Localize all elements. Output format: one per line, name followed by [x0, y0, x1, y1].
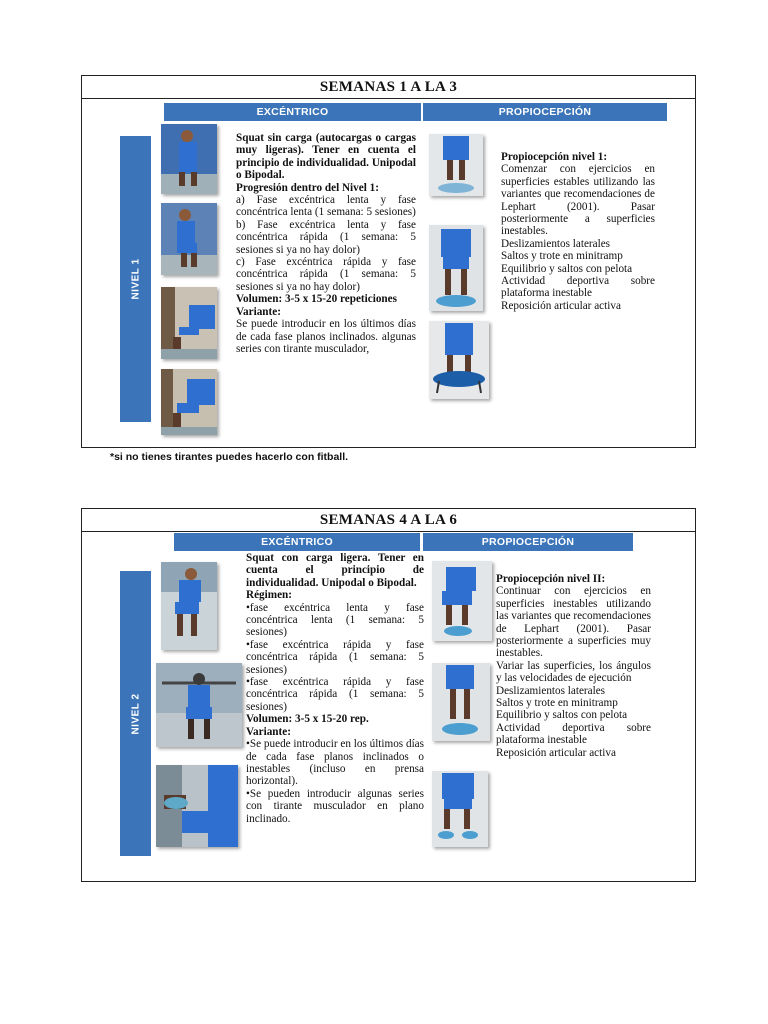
proprioception-line: Continuar con ejercicios en superficies inestables utilizando las variantes que recomendaciones de Lephart (2001). Pasar posteriormente a superficies muy inestables. — [496, 585, 652, 660]
eccentric-line: •fase excéntrica rápida y fase concéntrica rápida (1 semana: 5 sesiones) — [246, 638, 424, 676]
proprioception-photo-unstable-3 — [432, 771, 488, 847]
eccentric-line: Volumen: 3-5 x 15-20 repeticiones — [236, 293, 397, 306]
panel-title: SEMANAS 1 A LA 3 — [82, 76, 695, 99]
proprioception-line: Equilibrio y saltos con pelota — [501, 262, 633, 275]
eccentric-line: •Se puede introducir en los últimos días de cada fase planos inclinados o inestables (incluso en prensa horizontal). — [246, 738, 424, 788]
proprioception-line: Reposición articular activa — [496, 746, 616, 759]
exercise-photo-loaded-squat — [161, 562, 217, 650]
level-label: NIVEL 1 — [130, 258, 141, 300]
eccentric-line: Squat sin carga (autocargas o cargas muy ligeras). Tener en cuenta el principio de individualidad. Unipodal o Bipodal. — [236, 132, 416, 182]
exercise-photo-barbell-squat — [156, 663, 242, 747]
eccentric-line: a) Fase excéntrica lenta y fase concéntrica lenta (1 semana: 5 sesiones) — [236, 194, 416, 219]
header-eccentric: EXCÉNTRICO — [164, 103, 421, 121]
header-proprioception: PROPIOCEPCIÓN — [423, 533, 633, 551]
panel-weeks-1-3 — [81, 75, 696, 448]
panel-weeks-4-6 — [81, 508, 696, 882]
eccentric-line: b) Fase excéntrica lenta y fase concéntrica rápida (1 semana: 5 sesiones si ya no hay dolor) — [236, 218, 416, 256]
proprioception-line: Propiocepción nivel II: — [496, 573, 606, 585]
eccentric-line: Variante: — [236, 305, 281, 318]
proprioception-line: Propiocepción nivel 1: — [501, 151, 608, 163]
exercise-photo-incline-2 — [161, 369, 217, 435]
proprioception-text — [496, 573, 651, 759]
exercise-photo-squat-1 — [161, 124, 217, 194]
eccentric-text — [246, 552, 424, 825]
proprioception-photo-unstable-1 — [432, 561, 492, 641]
header-proprioception: PROPIOCEPCIÓN — [423, 103, 667, 121]
eccentric-line: Progresión dentro del Nivel 1: — [236, 181, 379, 194]
eccentric-line: c) Fase excéntrica rápida y fase concéntrica rápida (1 semana: 5 sesiones si ya no hay dolor) — [236, 256, 416, 293]
level-sidebar — [120, 136, 151, 422]
eccentric-text — [236, 132, 416, 355]
eccentric-line: •Se pueden introducir algunas series con tirante musculador en plano inclinado. — [246, 787, 424, 825]
panel-title: SEMANAS 4 A LA 6 — [82, 509, 695, 532]
eccentric-line: Se puede introducir en los últimos días de cada fase planos inclinados. algunas series con tirante musculador, — [236, 318, 416, 355]
exercise-photo-leg-press — [156, 765, 238, 847]
proprioception-photo-platform — [429, 225, 483, 311]
proprioception-line: Actividad deportiva sobre plataforma inestable — [501, 275, 655, 300]
footnote: *si no tienes tirantes puedes hacerlo con fitball. — [110, 451, 349, 463]
level-sidebar — [120, 571, 151, 856]
proprioception-text — [501, 151, 655, 312]
proprioception-line: Actividad deportiva sobre plataforma inestable — [496, 721, 651, 747]
proprioception-photo-unstable-2 — [432, 663, 490, 741]
proprioception-line: Saltos y trote en minitramp — [496, 697, 618, 710]
eccentric-line: Variante: — [246, 725, 291, 738]
eccentric-line: Régimen: — [246, 589, 292, 602]
eccentric-line: Volumen: 3-5 x 15-20 rep. — [246, 713, 369, 726]
proprioception-photo-balance-disc — [429, 134, 483, 196]
proprioception-line: Variar las superficies, los ángulos y las velocidades de ejecución — [496, 659, 651, 685]
exercise-photo-incline-1 — [161, 287, 217, 359]
eccentric-line: •fase excéntrica lenta y fase concéntrica lenta (1 semana: 5 sesiones) — [246, 601, 424, 639]
eccentric-line: •fase excéntrica rápida y fase concéntrica rápida (1 semana: 5 sesiones) — [246, 676, 424, 713]
level-label: NIVEL 2 — [130, 692, 141, 735]
proprioception-photo-minitramp — [429, 321, 489, 399]
header-eccentric: EXCÉNTRICO — [174, 533, 420, 551]
proprioception-line: Deslizamientos laterales — [501, 237, 611, 250]
proprioception-line: Saltos y trote en minitramp — [501, 250, 623, 263]
eccentric-line: Squat con carga ligera. Tener en cuenta el principio de individualidad. Unipodal o Bipodal. — [246, 552, 424, 589]
exercise-photo-squat-2 — [161, 203, 217, 275]
proprioception-line: Reposición articular activa — [501, 299, 621, 312]
proprioception-line: Equilibrio y saltos con pelota — [496, 709, 628, 722]
proprioception-line: Comenzar con ejercicios en superficies estables utilizando las variantes que recomendaciones de Lephart (2001). Pasar posteriormente a superficies inestables. — [501, 163, 655, 238]
proprioception-line: Deslizamientos laterales — [496, 684, 606, 697]
